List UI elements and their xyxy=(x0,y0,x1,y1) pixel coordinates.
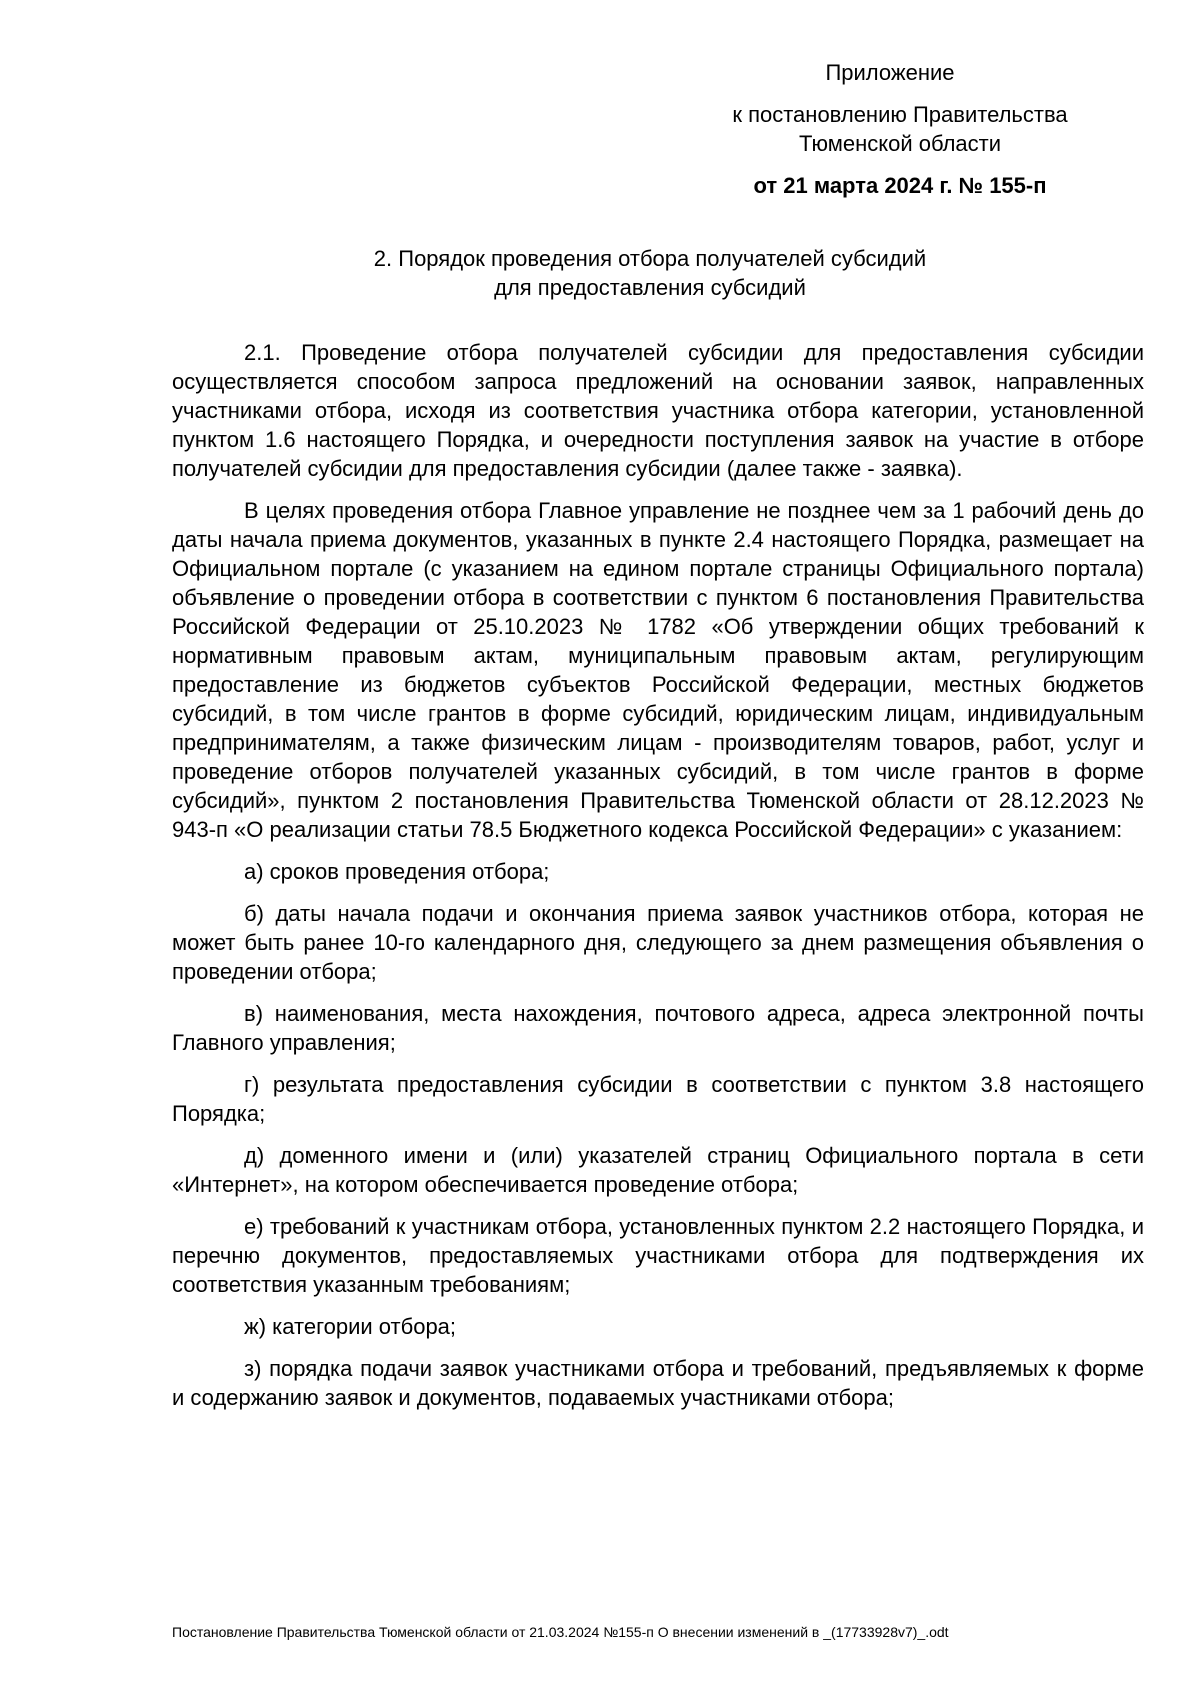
list-item-d: д) доменного имени и (или) указателей страниц Официального портала в сети «Интернет», на котором обеспечивается проведение отбора; xyxy=(172,1143,1144,1197)
list-item-v: в) наименования, места нахождения, почтового адреса, адреса электронной почты Главного управления; xyxy=(172,1001,1144,1055)
page-footer: Постановление Правительства Тюменской области от 21.03.2024 №155-п О внесении изменений в _(17733928v7)_.odt xyxy=(172,1624,949,1640)
list-item-g: г) результата предоставления субсидии в соответствии с пунктом 3.8 настоящего Порядка; xyxy=(172,1072,1144,1126)
list-item-e: е) требований к участникам отбора, установленных пунктом 2.2 настоящего Порядка, и перечню документов, предоставляемых участниками отбора для подтверждения их соответствия указанным требованиям; xyxy=(172,1214,1144,1297)
appendix-label: Приложение xyxy=(825,60,955,85)
paragraph-2-1: 2.1. Проведение отбора получателей субсидии для предоставления субсидии осуществляется способом запроса предложений на основании заявок, направленных участниками отбора, исходя из соответствия участника отбора категории, установленной пунктом 1.6 настоящего Порядка, и очередности поступления заявок на участие в отборе получателей субсидии для предоставления субсидии (далее также - заявка). xyxy=(172,340,1144,481)
section-title-line-2: для предоставления субсидий xyxy=(494,275,806,300)
list-item-z: з) порядка подачи заявок участниками отбора и требований, предъявляемых к форме и содержанию заявок и документов, подаваемых участниками отбора; xyxy=(172,1356,1144,1410)
section-title-line-1: 2. Порядок проведения отбора получателей субсидий xyxy=(373,246,927,271)
resolution-date-number: от 21 марта 2024 г. № 155-п xyxy=(753,173,1047,198)
list-item-a: а) сроков проведения отбора; xyxy=(244,859,550,884)
list-item-zh: ж) категории отбора; xyxy=(244,1314,457,1339)
region-name: Тюменской области xyxy=(798,131,1002,156)
section-title xyxy=(300,244,1000,302)
paragraph-announcement: В целях проведения отбора Главное управление не позднее чем за 1 рабочий день до даты начала приема документов, указанных в пункте 2.4 настоящего Порядка, размещает на Официальном портале (с указанием на едином портале страницы Официального портала) объявление о проведении отбора в соответствии с пунктом 6 постановления Правительства Российской Федерации от 25.10.2023 № 1782 «Об утверждении общих требований к нормативным правовым актам, муниципальным правовым актам, регулирующим предоставление из бюджетов субъектов Российской Федерации, местных бюджетов субсидий, в том числе грантов в форме субсидий, юридическим лицам, индивидуальным предпринимателям, а также физическим лицам - производителям товаров, работ, услуг и проведение отборов получателей указанных субсидий, в том числе грантов в форме субсидий», пунктом 2 постановления Правительства Тюменской области от 28.12.2023 № 943-п «О реализации статьи 78.5 Бюджетного кодекса Российской Федерации» с указанием: xyxy=(172,498,1144,842)
list-item-b: б) даты начала подачи и окончания приема заявок участников отбора, которая не может быть ранее 10-го календарного дня, следующего за днем размещения объявления о проведении отбора; xyxy=(172,901,1144,984)
document-body xyxy=(172,338,1144,1425)
resolution-reference: к постановлению Правительства xyxy=(732,102,1068,127)
